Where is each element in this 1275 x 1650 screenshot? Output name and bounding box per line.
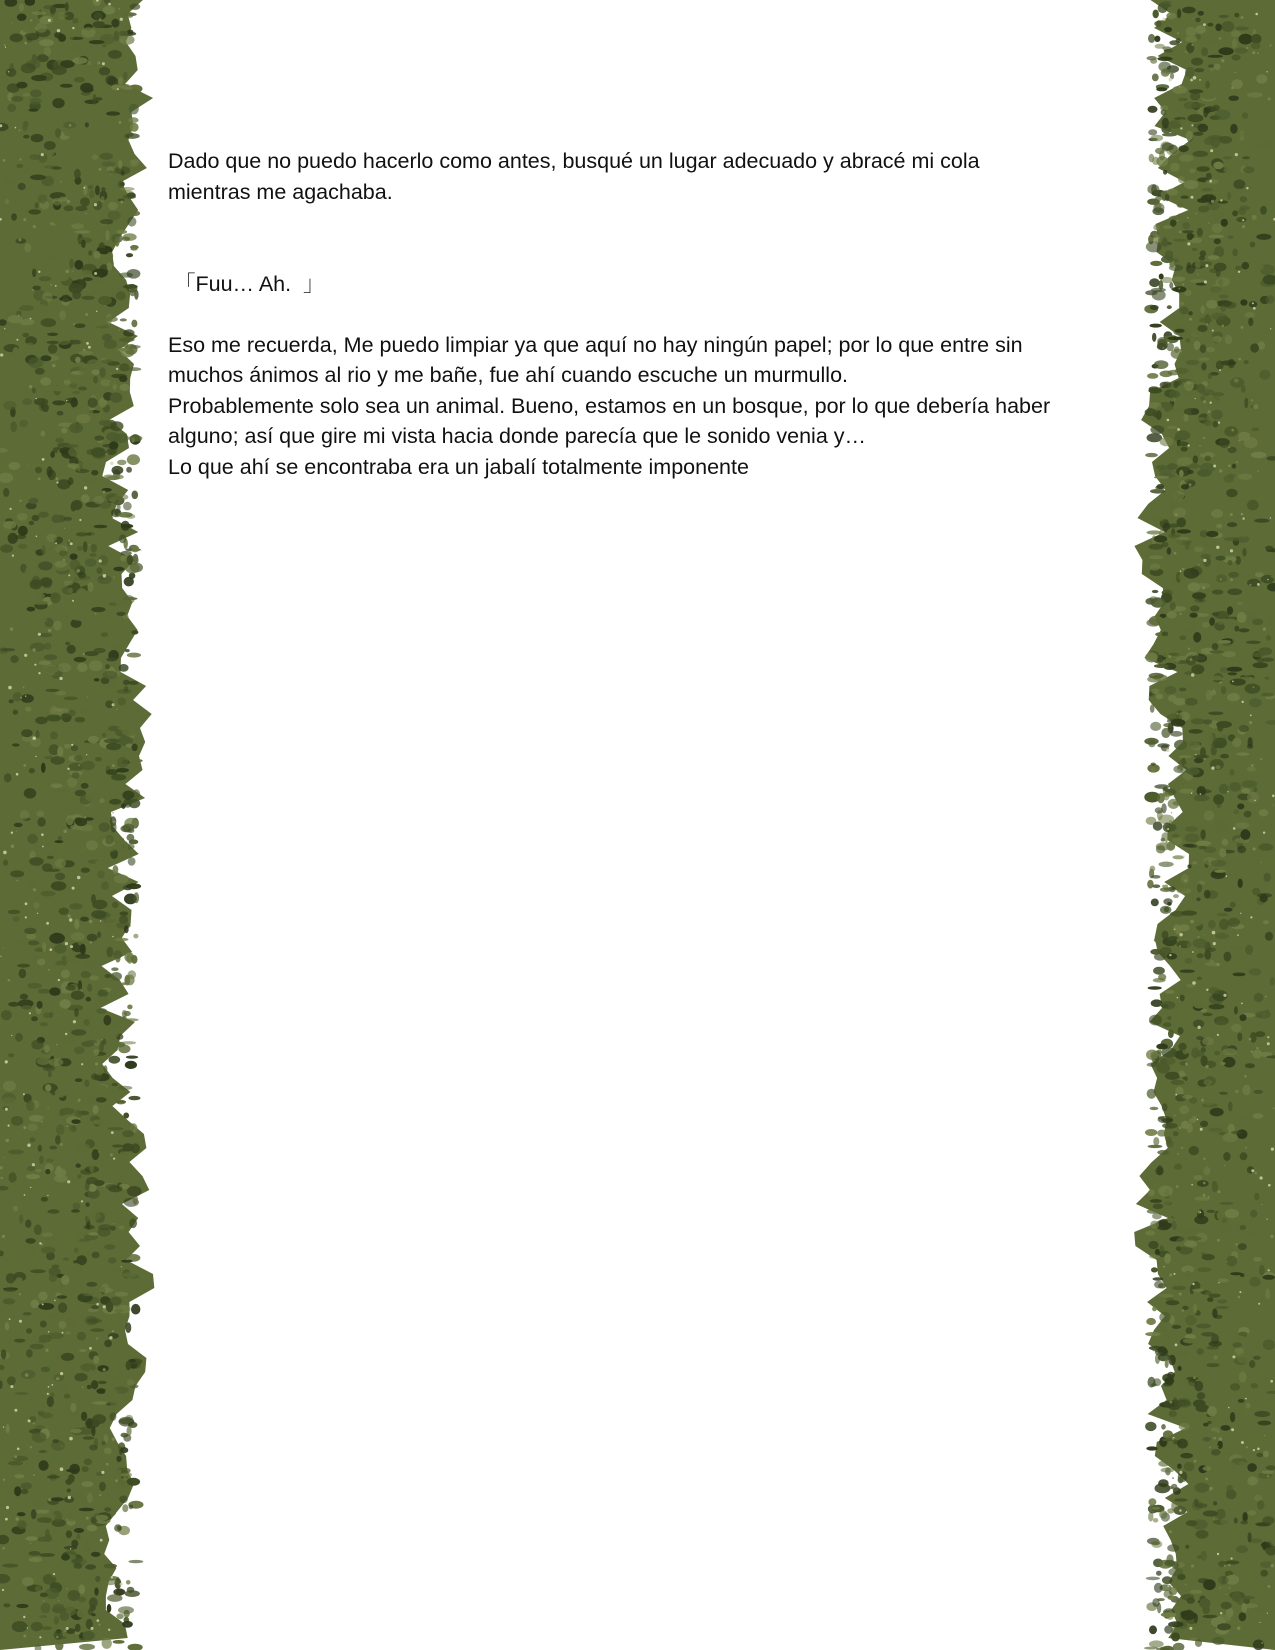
spacer <box>168 300 1128 330</box>
foliage-border-right <box>1115 0 1275 1650</box>
paragraph-line: Probablemente solo sea un animal. Bueno, estamos en un bosque, por lo que debería haber <box>168 393 1051 418</box>
paragraph-line: muchos ánimos al rio y me bañe, fue ahí cuando escuche un murmullo. <box>168 363 849 387</box>
document-body <box>168 146 1128 482</box>
spacer <box>168 207 1128 269</box>
foliage-border-left <box>0 0 175 1650</box>
dialogue-line: 「Fuu… Ah. 」 <box>174 272 325 296</box>
paragraph-line: alguno; así que gire mi vista hacia donde parecía que le sonido venia y… <box>168 424 866 448</box>
foliage-right-graphic <box>1115 0 1275 1650</box>
foliage-left-graphic <box>0 0 175 1650</box>
paragraph-line: Eso me recuerda, Me puedo limpiar ya que aquí no hay ningún papel; por lo que entre sin <box>168 332 1023 357</box>
paragraph-line: mientras me agachaba. <box>168 179 393 204</box>
paragraph-line: Dado que no puedo hacerlo como antes, busqué un lugar adecuado y abracé mi cola <box>168 149 980 173</box>
paragraph-line: Lo que ahí se encontraba era un jabalí totalmente imponente <box>168 454 749 479</box>
